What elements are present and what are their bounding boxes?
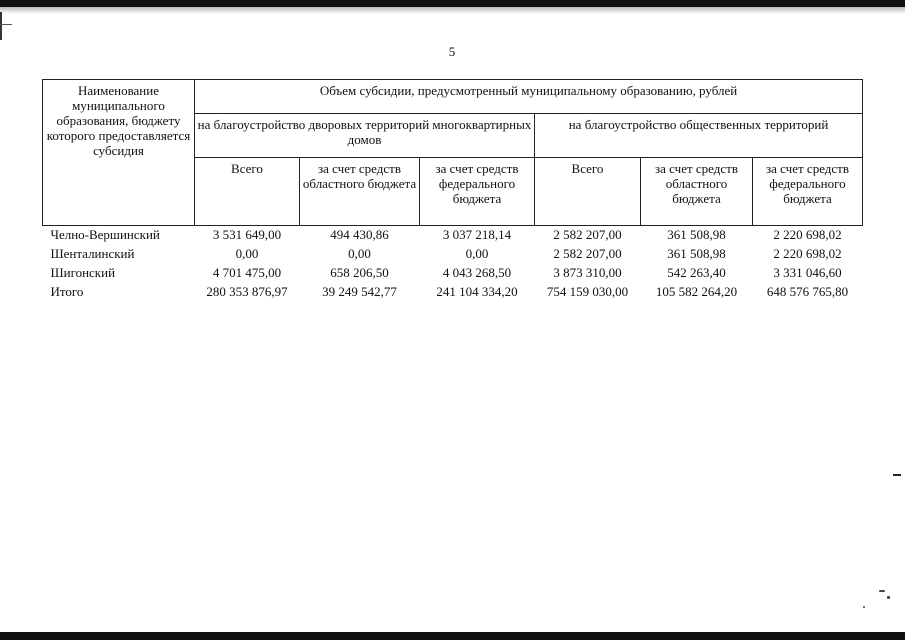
cell-value: 494 430,86 [330, 227, 389, 242]
scan-bottom-border [0, 632, 905, 640]
cell-value: 241 104 334,20 [436, 284, 518, 299]
cell-value: 0,00 [235, 246, 259, 261]
cell-value: 2 220 698,02 [773, 227, 842, 242]
cell-value: 39 249 542,77 [322, 284, 397, 299]
cell-value: 648 576 765,80 [766, 284, 849, 299]
header-group-public: на благоустройство общественных территорий [535, 114, 863, 158]
table-row [43, 245, 863, 264]
cell-value: 0,00 [348, 246, 371, 261]
cell-value: 361 508,98 [667, 246, 726, 261]
cell-value: 754 159 030,00 [546, 284, 629, 299]
row-name: Челно-Вершинский [50, 227, 160, 242]
header-subsidy-volume: Объем субсидии, предусмотренный муниципальному образованию, рублей [195, 80, 863, 114]
cell-value: 4 701 475,00 [212, 265, 282, 280]
scan-left-mark [0, 12, 2, 40]
header-col-regional: за счет средств областного бюджета [641, 158, 753, 226]
scan-speck [887, 596, 890, 599]
cell-value: 361 508,98 [667, 227, 726, 242]
header-col-federal: за счет средств федерального бюджета [420, 158, 535, 226]
subsidy-table [42, 79, 863, 302]
cell-value: 2 582 207,00 [553, 227, 622, 242]
header-col-total: Всего [195, 158, 300, 226]
cell-value: 3 331 046,60 [773, 265, 842, 280]
cell-value: 105 582 264,20 [655, 284, 738, 299]
cell-value: 280 353 876,97 [206, 284, 288, 299]
table-row [43, 226, 863, 246]
cell-value: 2 220 698,02 [773, 246, 842, 261]
scan-right-mark [893, 474, 901, 476]
cell-value: 2 582 207,00 [553, 246, 622, 261]
header-col-regional: за счет средств областного бюджета [300, 158, 420, 226]
cell-value: 542 263,40 [667, 265, 726, 280]
scan-speck [879, 590, 885, 592]
scan-left-tick [0, 24, 12, 25]
header-col-total: Всего [535, 158, 641, 226]
header-group-courtyards: на благоустройство дворовых территорий многоквартирных домов [195, 114, 535, 158]
page-number: 5 [448, 44, 456, 59]
row-name: Шенталинский [50, 246, 135, 261]
table-row [43, 264, 863, 283]
cell-value: 3 873 310,00 [553, 265, 622, 280]
table-row-total [43, 283, 863, 302]
cell-value: 0,00 [465, 246, 489, 261]
row-name: Шигонский [50, 265, 116, 280]
cell-value: 4 043 268,50 [442, 265, 512, 280]
cell-value: 3 037 218,14 [442, 227, 512, 242]
header-row-main [43, 80, 863, 114]
scan-speck [863, 606, 865, 608]
cell-value: 658 206,50 [330, 265, 389, 280]
scan-top-border [0, 0, 905, 7]
header-col-federal: за счет средств федерального бюджета [753, 158, 863, 226]
row-name: Итого [50, 284, 84, 299]
header-municipality: Наименование муниципального образования, бюджету которого предоставляется субсидия [43, 80, 195, 226]
cell-value: 3 531 649,00 [212, 227, 282, 242]
